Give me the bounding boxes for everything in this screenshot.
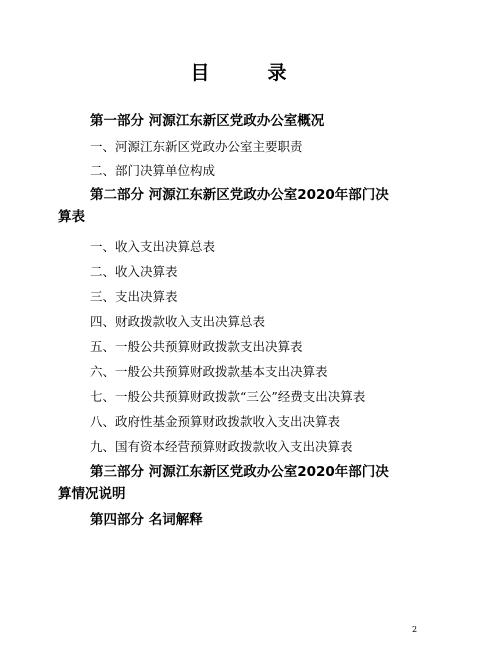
toc-item: 一、河源江东新区党政办公室主要职责 xyxy=(90,139,303,154)
toc-item: 九、国有资本经营预算财政拨款收入支出决算表 xyxy=(90,439,353,454)
toc-item: 一、收入支出决算总表 xyxy=(90,239,216,254)
toc-item: 二、收入决算表 xyxy=(90,264,178,279)
toc-part-heading: 第二部分 河源江东新区党政办公室2020年部门决 xyxy=(90,187,389,203)
toc-part-1 xyxy=(90,110,420,132)
toc-item: 五、一般公共预算财政拨款支出决算表 xyxy=(90,339,303,354)
toc-item: 六、一般公共预算财政拨款基本支出决算表 xyxy=(90,364,328,379)
toc-part-3 xyxy=(58,461,420,506)
toc-part-heading: 第四部分 名词解释 xyxy=(90,512,203,528)
page-title xyxy=(0,58,477,85)
toc-item: 二、部门决算单位构成 xyxy=(90,163,216,178)
toc-item: 八、政府性基金预算财政拨款收入支出决算表 xyxy=(90,414,341,429)
toc-part-heading: 第三部分 河源江东新区党政办公室2020年部门决 xyxy=(90,464,389,480)
toc-item: 七、一般公共预算财政拨款“三公”经费支出决算表 xyxy=(90,389,366,404)
toc-part-heading: 第一部分 河源江东新区党政办公室概况 xyxy=(90,113,325,129)
page-number: 2 xyxy=(412,625,418,634)
toc-part-heading-cont: 算情况说明 xyxy=(58,486,126,503)
title-char-left: 目 xyxy=(190,62,210,84)
toc-item: 三、支出决算表 xyxy=(90,289,178,304)
toc-part-2 xyxy=(58,184,420,229)
title-char-right: 录 xyxy=(267,62,287,84)
toc-part-heading-cont: 算表 xyxy=(58,209,85,226)
toc-part-4 xyxy=(90,509,420,531)
toc-item: 四、财政拨款收入支出决算总表 xyxy=(90,314,266,329)
